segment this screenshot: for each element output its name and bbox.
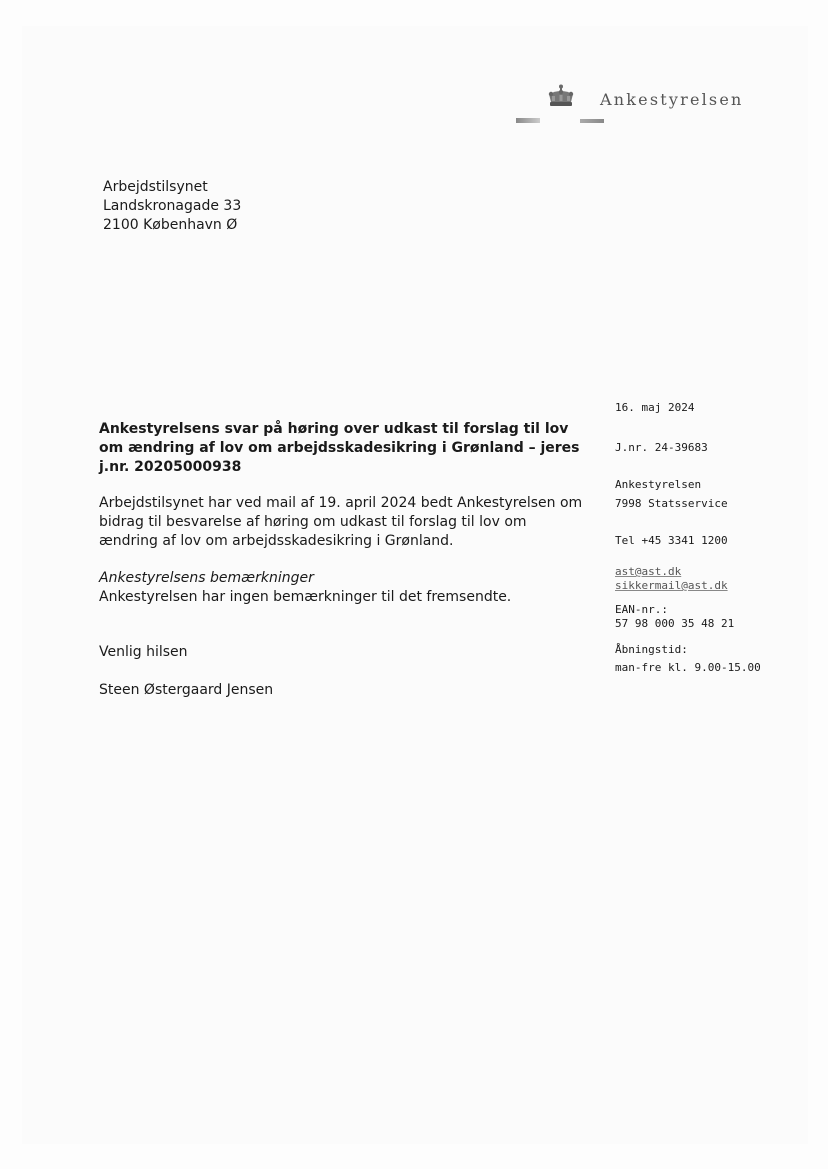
- secure-email-link[interactable]: sikkermail@ast.dk: [615, 579, 728, 592]
- recipient-street: Landskronagade 33: [103, 198, 242, 214]
- letter-subject: Ankestyrelsens svar på høring over udkast til forslag til lov om ændring af lov om arbejdsskadesikring i Grønland – jeres j.nr. 20205000938: [99, 421, 580, 475]
- sender-phone: Tel +45 3341 1200: [615, 534, 728, 547]
- ean-value: 57 98 000 35 48 21: [615, 617, 735, 630]
- sender-org-name: Ankestyrelsen: [615, 478, 702, 491]
- logo-wordmark: Ankestyrelsen: [600, 90, 744, 109]
- logo-bar-right: [580, 119, 604, 123]
- recipient-address: [103, 178, 241, 235]
- email-link[interactable]: ast@ast.dk: [615, 565, 682, 578]
- letter-date: 16. maj 2024: [615, 401, 695, 414]
- ean-label: EAN-nr.:: [615, 603, 668, 616]
- sender-org-address: 7998 Statsservice: [615, 497, 728, 510]
- opening-hours-label: Åbningstid:: [615, 643, 688, 656]
- case-number: J.nr. 24-39683: [615, 441, 708, 454]
- crown-icon: [546, 84, 576, 110]
- body-paragraph: Arbejdstilsynet har ved mail af 19. april 2024 bedt Ankestyrelsen om bidrag til besvarelse af høring om udkast til forslag til lov om ændring af lov om arbejdsskadesikring i Grønland.: [99, 495, 583, 549]
- recipient-city: 2100 København Ø: [103, 217, 238, 233]
- remarks-heading: Ankestyrelsens bemærkninger: [99, 570, 314, 586]
- ankestyrelsen-logo: [540, 84, 780, 128]
- logo-bar-left: [516, 118, 540, 123]
- closing-greeting: Venlig hilsen: [99, 644, 188, 660]
- remarks-text: Ankestyrelsen har ingen bemærkninger til det fremsendte.: [99, 589, 512, 605]
- signature-name: Steen Østergaard Jensen: [99, 682, 274, 698]
- opening-hours-value: man-fre kl. 9.00-15.00: [615, 661, 761, 674]
- recipient-name: Arbejdstilsynet: [103, 179, 208, 195]
